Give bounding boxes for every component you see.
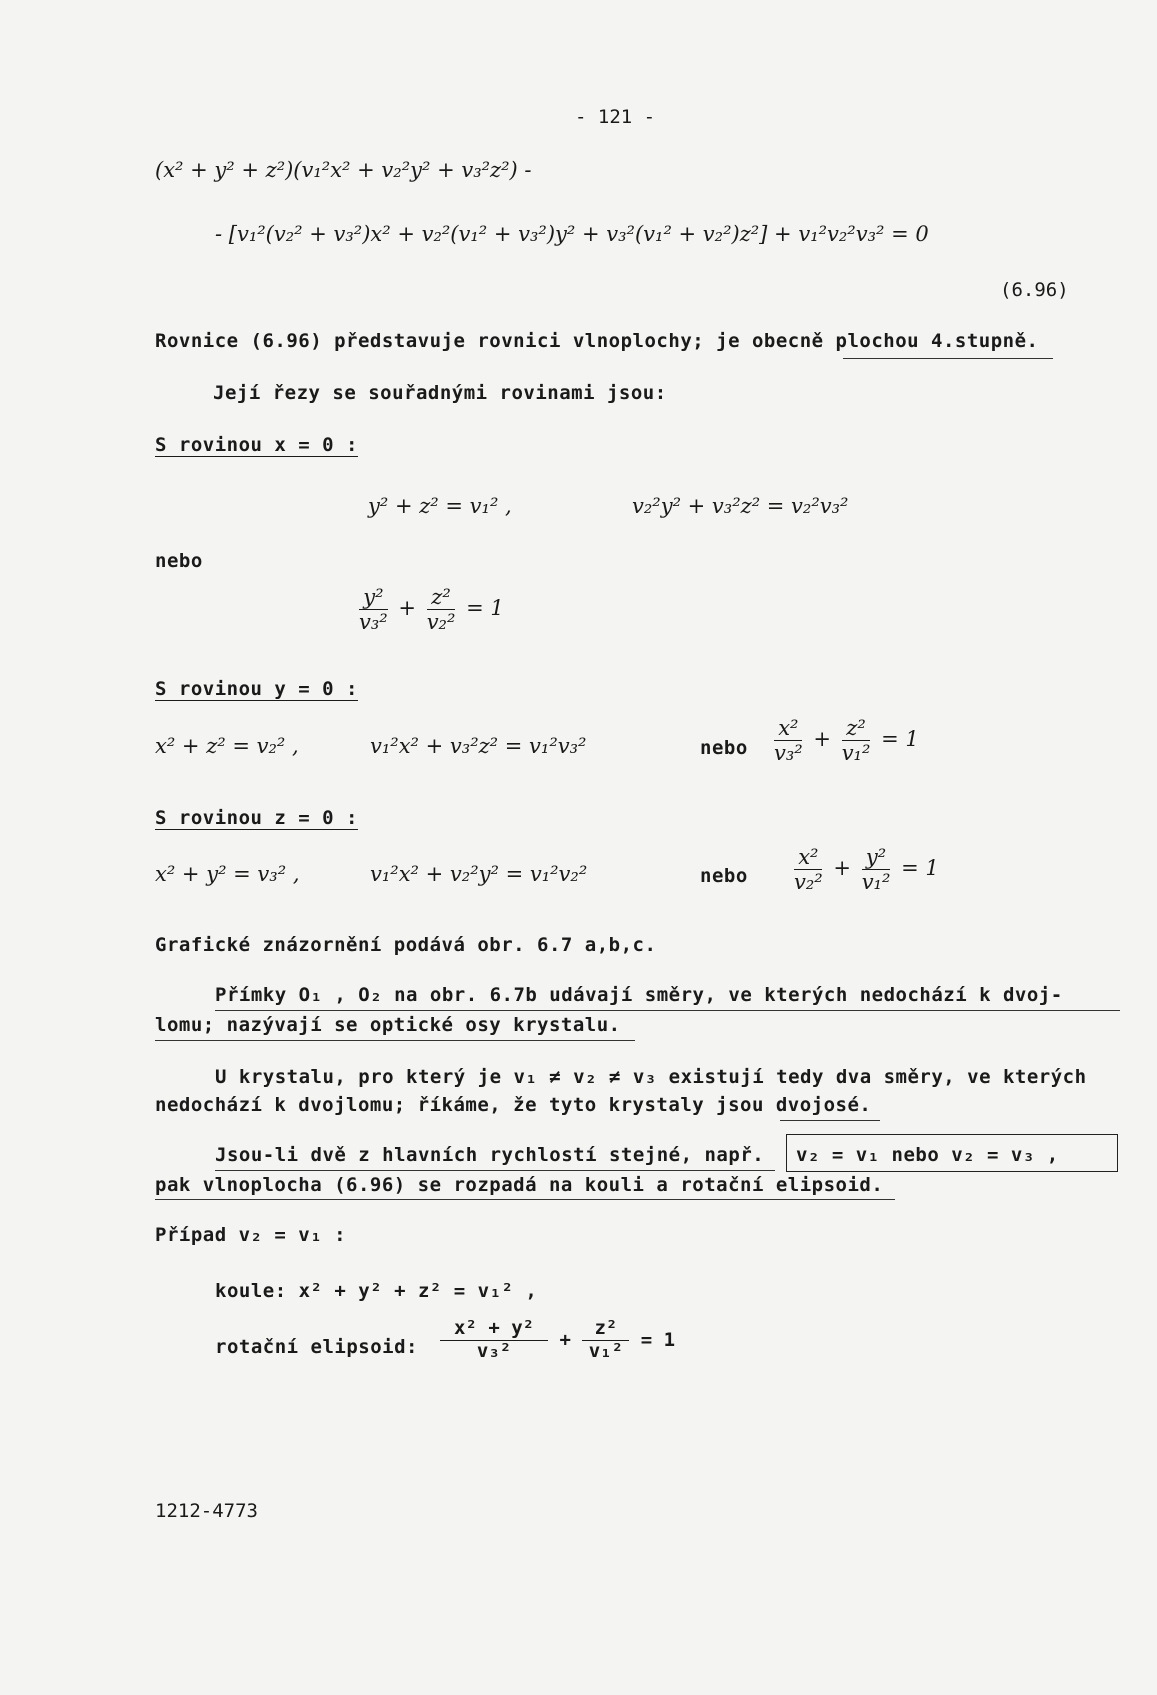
y-fraction-equation	[770, 716, 919, 765]
plus-sign: +	[559, 1328, 571, 1351]
x-frac-b-num: z²	[427, 585, 454, 610]
equation-line-1: (x² + y² + z²)(v₁²x² + v₂²y² + v₃²z²) -	[155, 158, 532, 182]
page-number: - 121 -	[575, 106, 656, 128]
x-frac-rhs: = 1	[466, 596, 504, 621]
underline-stroke	[155, 1199, 895, 1200]
plus-sign: +	[833, 856, 851, 881]
x-frac-b-den: v₂²	[426, 610, 456, 635]
paragraph-wavefront: Rovnice (6.96) představuje rovnici vlnoplochy; je obecně plochou 4.stupně.	[155, 330, 1039, 352]
x-equation-1: y² + z² = v₁² ,	[368, 494, 512, 518]
plus-sign: +	[813, 727, 831, 752]
optical-axes-line-2: lomu; nazývají se optické osy krystalu.	[155, 1014, 621, 1036]
y-frac-b-den: v₁²	[841, 741, 871, 766]
y-equation-2: v₁²x² + v₃²z² = v₁²v₃²	[370, 734, 587, 758]
equal-speeds-line-2: pak vlnoplocha (6.96) se rozpadá na kouli a rotační elipsoid.	[155, 1174, 884, 1196]
x-equation-2: v₂²y² + v₃²z² = v₂²v₃²	[632, 494, 849, 518]
plus-sign: +	[398, 596, 416, 621]
nebo-label: nebo	[700, 865, 748, 887]
z-frac-a-den: v₂²	[794, 870, 823, 895]
section-z-heading: S rovinou z = 0 :	[155, 807, 358, 829]
z-frac-b-num: y²	[862, 845, 890, 870]
section-x-heading: S rovinou x = 0 :	[155, 434, 358, 456]
section-y-heading: S rovinou y = 0 :	[155, 678, 358, 700]
sphere-equation: koule: x² + y² + z² = v₁² ,	[215, 1280, 538, 1302]
underline-stroke	[215, 1170, 775, 1171]
ellipsoid-equation	[440, 1318, 675, 1363]
z-frac-a-num: x²	[794, 845, 822, 870]
equal-speeds-line-1: Jsou-li dvě z hlavních rychlostí stejné, např.	[215, 1144, 765, 1166]
y-frac-rhs: = 1	[881, 727, 919, 752]
x-frac-a-num: y²	[359, 585, 387, 610]
z-equation-2: v₁²x² + v₂²y² = v₁²v₂²	[370, 862, 588, 886]
rot-frac-b-den: v₁²	[588, 1339, 624, 1362]
underline-stroke	[215, 1010, 1120, 1011]
optical-axes-line-1: Přímky O₁ , O₂ na obr. 6.7b udávají směry, ve kterých nedochází k dvoj-	[215, 984, 1063, 1006]
underline-stroke	[155, 1040, 635, 1041]
paragraph-sections: Její řezy se souřadnými rovinami jsou:	[213, 382, 667, 404]
biaxial-line-1: U krystalu, pro který je v₁ ≠ v₂ ≠ v₃ existují tedy dva směry, ve kterých	[215, 1066, 1087, 1088]
z-frac-b-den: v₁²	[861, 870, 891, 895]
nebo-label: nebo	[155, 550, 203, 572]
graphic-reference: Grafické znázornění podává obr. 6.7 a,b,c.	[155, 934, 657, 956]
z-equation-1: x² + y² = v₃² ,	[155, 862, 300, 886]
rot-frac-a-den: v₃²	[476, 1339, 512, 1362]
biaxial-line-2: nedochází k dvojlomu; říkáme, že tyto krystaly jsou dvojosé.	[155, 1094, 872, 1116]
nebo-label: nebo	[700, 737, 748, 759]
underline-stroke	[780, 1120, 880, 1121]
z-fraction-equation	[790, 845, 939, 894]
x-fraction-equation	[355, 585, 504, 634]
z-frac-rhs: = 1	[901, 856, 939, 881]
y-frac-a-den: v₃²	[774, 741, 803, 766]
y-frac-a-num: x²	[774, 716, 802, 741]
rot-frac-b-num: z²	[582, 1318, 629, 1341]
y-frac-b-num: z²	[842, 716, 869, 741]
case-heading: Případ v₂ = v₁ :	[155, 1224, 347, 1246]
ellipsoid-label: rotační elipsoid:	[215, 1336, 418, 1358]
underline-stroke	[843, 358, 1053, 359]
equation-number: (6.96)	[1000, 279, 1069, 301]
rot-frac-a-num: x² + y²	[440, 1318, 548, 1341]
x-frac-a-den: v₃²	[359, 610, 388, 635]
y-equation-1: x² + z² = v₂² ,	[155, 734, 299, 758]
rot-frac-rhs: = 1	[640, 1328, 676, 1351]
equation-line-2: - [v₁²(v₂² + v₃²)x² + v₂²(v₁² + v₃²)y² + v₃²(v₁² + v₂²)z²] + v₁²v₂²v₃² = 0	[215, 222, 929, 246]
footer-code: 1212-4773	[155, 1500, 258, 1522]
equal-speeds-condition: v₂ = v₁ nebo v₂ = v₃ ,	[796, 1144, 1059, 1166]
